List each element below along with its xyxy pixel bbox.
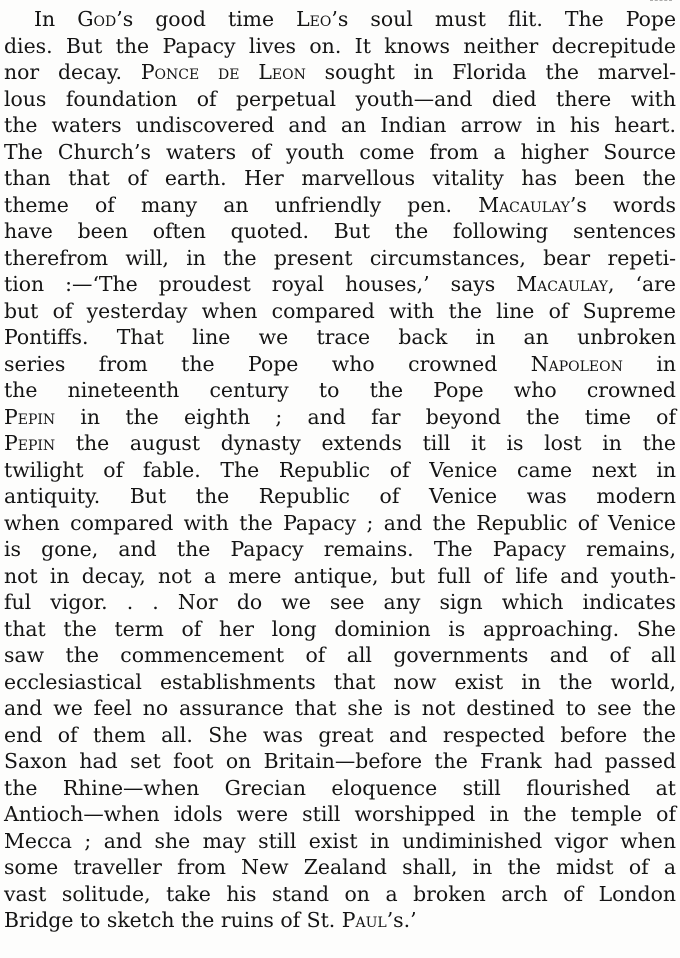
text-run: series from the Pope who crowned xyxy=(4,351,531,376)
text-line xyxy=(4,695,676,722)
text-run: therefrom will, in the present circumstances, bear repeti- xyxy=(4,245,676,270)
text-run: , ‘are xyxy=(608,272,676,296)
text-run: in the eighth ; and far beyond the time of xyxy=(55,404,676,429)
text-run: In xyxy=(34,7,78,31)
text-run: and we feel no assurance that she is not destined to see the xyxy=(4,696,676,720)
text-line xyxy=(4,642,676,669)
text-run: Antioch—when idols were still worshipped in the temple of xyxy=(4,802,676,826)
small-caps-name: Napoleon xyxy=(530,351,623,376)
text-run: when compared with the Papacy ; and the Republic of Venice xyxy=(4,510,676,535)
text-line xyxy=(4,271,676,298)
small-caps-name: Leo xyxy=(296,7,332,31)
text-line xyxy=(4,33,676,60)
text-run: The Church’s waters of youth come from a higher Source xyxy=(4,139,676,164)
text-run: theme of many an unfriendly pen. xyxy=(4,192,479,217)
text-run: ’s.’ xyxy=(386,908,417,932)
text-line xyxy=(4,457,676,484)
text-run: nor decay. xyxy=(4,60,141,84)
text-line xyxy=(4,245,676,272)
text-line xyxy=(4,907,676,934)
text-line xyxy=(4,192,676,219)
text-run: Pontiffs. That line we trace back in an unbroken xyxy=(4,325,676,349)
text-run: not in decay, not a mere antique, but full of life and youth- xyxy=(4,563,676,588)
text-line xyxy=(4,722,676,749)
text-run: ecclesiastical establishments that now exist in the world, xyxy=(4,669,676,694)
text-line xyxy=(4,881,676,908)
text-run: some traveller from New Zealand shall, in the midst of a xyxy=(4,855,676,879)
text-run: end of them all. She was great and respected before the xyxy=(4,722,676,747)
text-run: Mecca ; and she may still exist in undiminished vigor when xyxy=(4,828,676,853)
text-line xyxy=(4,139,676,166)
text-run: sought in Florida the marvel- xyxy=(305,60,676,84)
text-line xyxy=(4,669,676,696)
text-run: the waters undiscovered and an Indian arrow in his heart. xyxy=(4,113,676,137)
text-run: tion :—‘The proudest royal houses,’ says xyxy=(4,272,517,296)
text-line xyxy=(4,775,676,802)
text-run: is gone, and the Papacy remains. The Papacy remains, xyxy=(4,537,676,561)
text-line xyxy=(4,351,676,378)
text-run: ’s good time xyxy=(116,7,297,31)
text-line xyxy=(4,404,676,431)
text-line xyxy=(4,86,676,113)
small-caps-name: God xyxy=(77,7,117,31)
text-run: ’s words xyxy=(569,192,676,217)
text-line xyxy=(4,854,676,881)
text-run: Saxon had set foot on Britain—before the Frank had passed xyxy=(4,749,676,773)
text-run: than that of earth. Her marvellous vitality has been the xyxy=(4,166,676,190)
small-caps-name: Macaulay xyxy=(516,272,608,296)
text-run: lous foundation of perpetual youth—and died there with xyxy=(4,86,676,111)
text-run: in xyxy=(622,351,677,376)
text-run: dies. But the Papacy lives on. It knows neither decrepitude xyxy=(4,33,676,58)
text-run: vast solitude, take his stand on a broken arch of London xyxy=(4,881,676,906)
text-line xyxy=(4,563,676,590)
small-caps-name: Macaulay xyxy=(478,192,570,217)
text-run: twilight of fable. The Republic of Venice came next in xyxy=(4,457,676,482)
text-line xyxy=(4,298,676,325)
text-line xyxy=(4,324,676,351)
text-line xyxy=(4,589,676,616)
text-line xyxy=(4,748,676,775)
text-line xyxy=(4,801,676,828)
text-line xyxy=(4,165,676,192)
small-caps-name: Pepin xyxy=(4,404,56,429)
text-line xyxy=(4,59,676,86)
text-run: ful vigor. . . Nor do we see any sign which indicates xyxy=(4,590,676,614)
text-line xyxy=(4,828,676,855)
text-run: antiquity. But the Republic of Venice was modern xyxy=(4,484,676,508)
print-smudge xyxy=(650,0,672,5)
text-line xyxy=(4,112,676,139)
text-run: the nineteenth century to the Pope who crowned xyxy=(4,378,676,402)
text-run: the august dynasty extends till it is lost in the xyxy=(55,431,676,455)
text-line xyxy=(4,536,676,563)
text-line xyxy=(4,218,676,245)
text-line xyxy=(4,616,676,643)
text-run: have been often quoted. But the following sentences xyxy=(4,219,676,243)
text-run: Bridge to sketch the ruins of St. xyxy=(4,908,342,932)
text-line xyxy=(4,6,676,33)
small-caps-name: Ponce de Leon xyxy=(140,60,306,84)
text-line xyxy=(4,377,676,404)
text-run: ’s soul must flit. The Pope xyxy=(331,7,677,31)
text-run: saw the commencement of all governments and of all xyxy=(4,643,676,667)
text-line xyxy=(4,430,676,457)
article-body xyxy=(4,6,676,934)
text-line xyxy=(4,483,676,510)
small-caps-name: Paul xyxy=(341,908,387,932)
small-caps-name: Pepin xyxy=(4,431,56,455)
text-run: the Rhine—when Grecian eloquence still flourished at xyxy=(4,775,676,800)
text-run: but of yesterday when compared with the line of Supreme xyxy=(4,298,676,323)
text-line xyxy=(4,510,676,537)
text-run: that the term of her long dominion is approaching. She xyxy=(4,616,676,641)
